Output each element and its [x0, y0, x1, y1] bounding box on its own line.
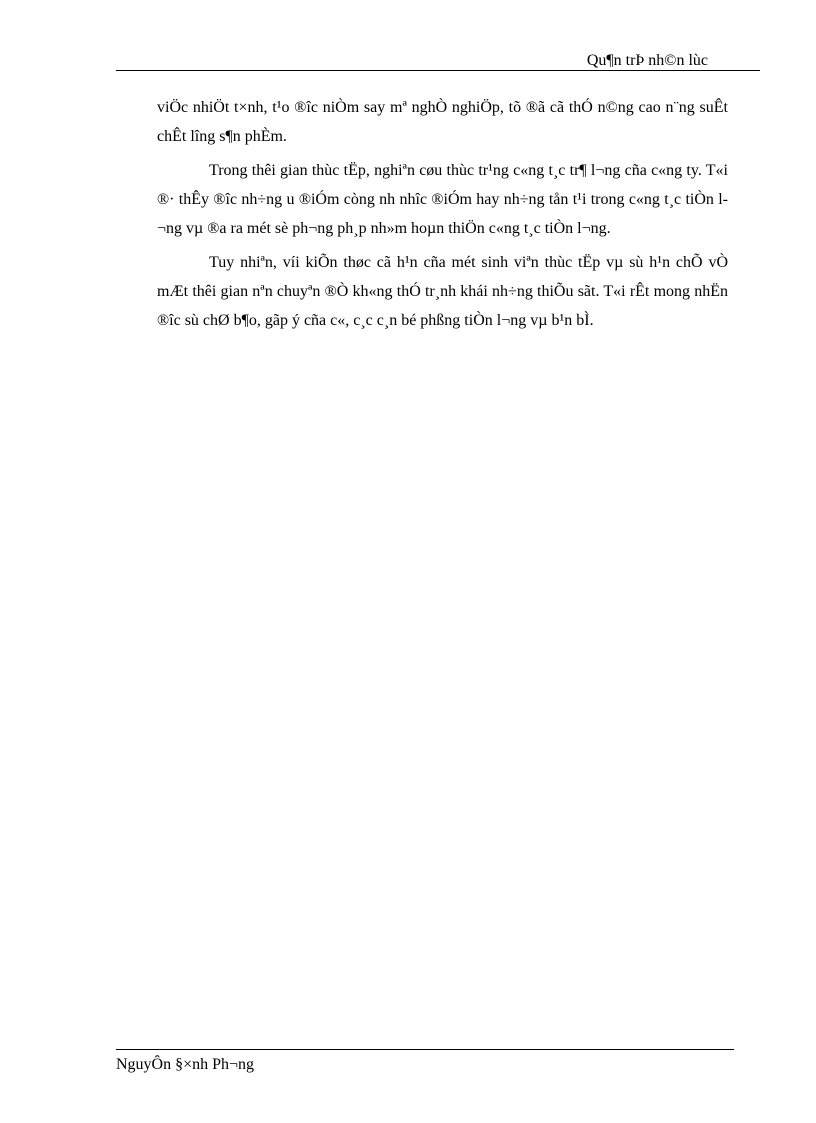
document-body — [157, 93, 728, 340]
page-header — [116, 50, 760, 71]
footer-author: NguyÔn §×nh Ph¬ng — [116, 1056, 255, 1073]
paragraph-1: viÖc nhiÖt t×nh, t¹o ®îc niÒm say mª nghÒ nghiÖp, tõ ®ã cã thÓ n©ng cao n¨ng suÊt chÊt lîng s¶n phÈm. — [157, 99, 728, 145]
header-title: Qu¶n trÞ nh©n lùc — [586, 52, 708, 69]
paragraph-2: Trong thêi gian thùc tËp, nghiªn cøu thùc tr¹ng c«ng t¸c tr¶ l¬ng cña c«ng ty. T«i ®· thÊy ®îc nh÷ng u ®iÓm còng nh nhîc ®iÓm hay nh÷ng tån t¹i trong c«ng t¸c tiÒn l¬ng vµ ®a ra mét sè ph¬ng ph¸p nh»m hoµn thiÖn c«ng t¸c tiÒn l¬ng. — [157, 162, 728, 237]
page-footer — [116, 1049, 734, 1073]
paragraph-3: Tuy nhiªn, víi kiÕn thøc cã h¹n cña mét sinh viªn thùc tËp vµ sù h¹n chÕ vÒ mÆt thêi gian nªn chuyªn ®Ò kh«ng thÓ tr¸nh khái nh÷ng thiÕu sãt. T«i rÊt mong nhËn ®îc sù chØ b¶o, gãp ý cña c«, c¸c c¸n bé phßng tiÒn l¬ng vµ b¹n bÌ. — [157, 254, 728, 329]
